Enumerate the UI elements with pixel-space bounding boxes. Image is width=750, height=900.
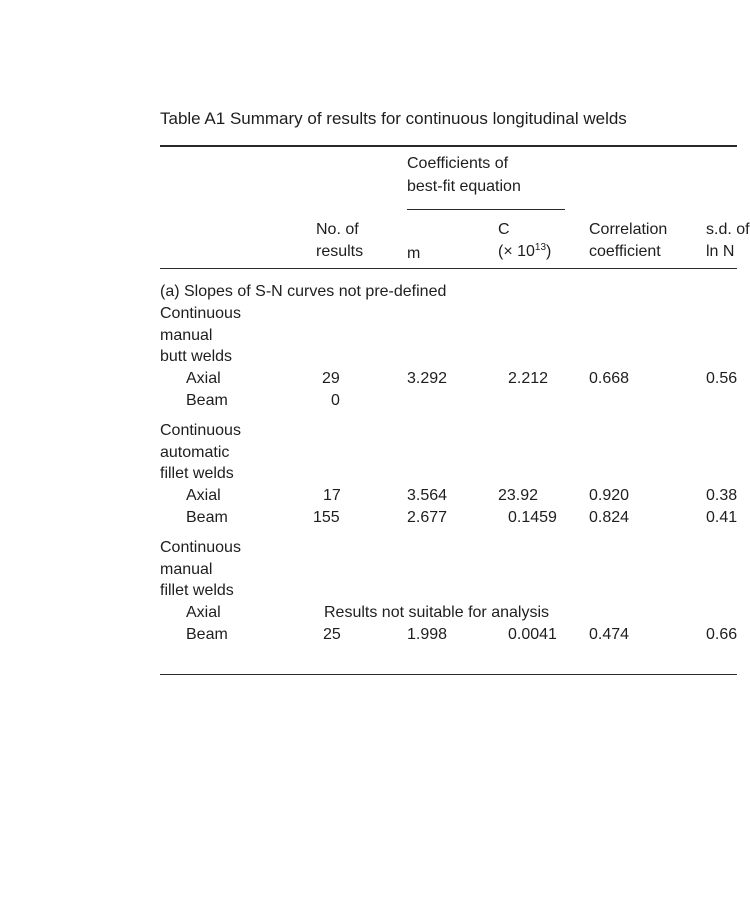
cell-m: 3.292 xyxy=(407,370,448,387)
cell-n: 17 xyxy=(323,487,341,504)
row-label: Axial xyxy=(186,370,221,387)
cell-m: 1.998 xyxy=(407,626,448,643)
cell-n: 155 xyxy=(313,509,340,526)
cell-n: 25 xyxy=(323,626,341,643)
cell-correlation: 0.920 xyxy=(589,487,630,504)
cell-sd: 0.38 xyxy=(706,487,738,504)
cell-m: 3.564 xyxy=(407,487,448,504)
group-name-line: Continuous xyxy=(160,422,241,439)
cell-c: 23.92 xyxy=(498,487,539,504)
header-c-close: ) xyxy=(546,243,552,260)
group-name-line: fillet welds xyxy=(160,465,234,482)
header-coefficients-line1: Coefficients of xyxy=(407,155,509,172)
table-bottom-rule xyxy=(160,674,737,675)
header-m: m xyxy=(407,245,421,262)
header-sd-line2: ln N xyxy=(706,243,735,260)
header-c-line1: C xyxy=(498,221,510,238)
cell-c: 0.0041 xyxy=(508,626,557,643)
group-name-line: Continuous xyxy=(160,539,241,556)
row-label: Beam xyxy=(186,626,228,643)
cell-c: 2.212 xyxy=(508,370,549,387)
table-top-rule xyxy=(160,145,737,147)
cell-correlation: 0.668 xyxy=(589,370,630,387)
group-name-line: manual xyxy=(160,561,213,578)
cell-correlation: 0.824 xyxy=(589,509,630,526)
header-correlation-line1: Correlation xyxy=(589,221,668,238)
cell-correlation: 0.474 xyxy=(589,626,630,643)
header-coefficients-line2: best-fit equation xyxy=(407,178,521,195)
cell-n: 0 xyxy=(331,392,340,409)
group-name-line: butt welds xyxy=(160,348,233,365)
cell-sd: 0.56 xyxy=(706,370,738,387)
group-name-line: manual xyxy=(160,327,213,344)
section-a-heading: (a) Slopes of S-N curves not pre-defined xyxy=(160,283,447,300)
header-c-open: (× 10 xyxy=(498,243,535,260)
header-correlation-line2: coefficient xyxy=(589,243,661,260)
header-coefficients-rule xyxy=(407,209,565,210)
row-note: Results not suitable for analysis xyxy=(324,604,549,621)
header-bottom-rule xyxy=(160,268,737,269)
group-name-line: fillet welds xyxy=(160,582,234,599)
row-label: Beam xyxy=(186,392,228,409)
header-sd-line1: s.d. of xyxy=(706,221,750,238)
group-name-line: automatic xyxy=(160,444,230,461)
cell-c: 0.1459 xyxy=(508,509,557,526)
header-c-line2 xyxy=(498,244,551,260)
header-no-results-line2: results xyxy=(316,243,364,260)
table-title: Table A1 Summary of results for continuous longitudinal welds xyxy=(160,109,627,128)
row-label: Axial xyxy=(186,604,221,621)
header-c-exponent: 13 xyxy=(534,242,547,253)
cell-sd: 0.41 xyxy=(706,509,738,526)
group-name-line: Continuous xyxy=(160,305,241,322)
cell-sd: 0.66 xyxy=(706,626,738,643)
header-no-results-line1: No. of xyxy=(316,221,359,238)
row-label: Beam xyxy=(186,509,228,526)
cell-n: 29 xyxy=(322,370,340,387)
cell-m: 2.677 xyxy=(407,509,448,526)
row-label: Axial xyxy=(186,487,221,504)
